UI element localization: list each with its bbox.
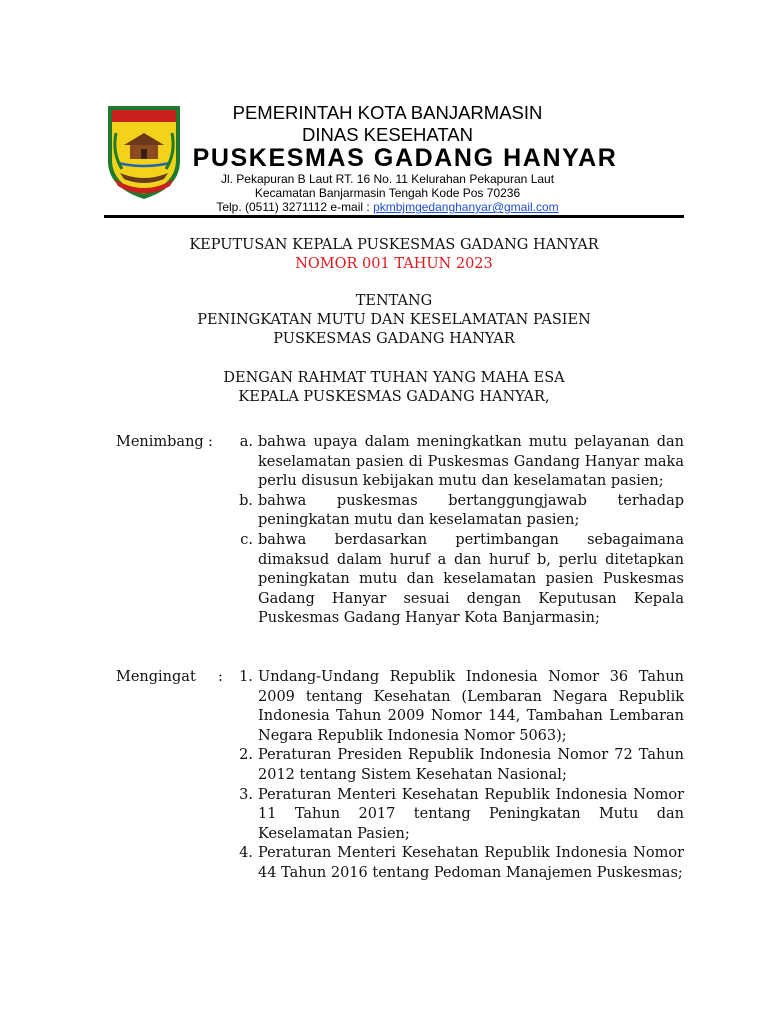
mengingat-colon: : [218, 669, 223, 685]
item-marker: 4. [239, 845, 253, 862]
item-marker: 1. [239, 669, 253, 685]
mengingat-item-4 [104, 844, 684, 883]
item-marker: 3. [239, 786, 253, 803]
item-text: Peraturan Menteri Kesehatan Republik Indonesia Nomor 44 Tahun 2016 tentang Pedoman Manajemen Puskesmas; [258, 845, 684, 881]
institution-name: PUSKESMAS GADANG HANYAR [192, 144, 618, 172]
item-marker: b. [239, 492, 253, 509]
item-marker: a. [239, 434, 253, 450]
item-text: Undang-Undang Republik Indonesia Nomor 36 Tahun 2009 tentang Kesehatan (Lembaran Negara Republik Indonesia Tahun 2009 Nomor 144, Tambahan Lembaran Negara Republik Indonesia Nomor 5063); [258, 669, 684, 744]
email-link[interactable]: pkmbjmgedanghanyar@gmail.com [373, 200, 559, 214]
mengingat-item-1 [104, 668, 684, 746]
mengingat-section [104, 668, 684, 884]
menimbang-label: Menimbang [116, 434, 204, 450]
contact-line [190, 200, 585, 214]
banjarmasin-city-emblem [104, 103, 184, 201]
subject-line-2: PUSKESMAS GADANG HANYAR [273, 331, 515, 347]
mengingat-item-2 [104, 746, 684, 785]
mengingat-label: Mengingat [116, 669, 196, 685]
government-name: PEMERINTAH KOTA BANJARMASIN [232, 102, 543, 123]
menimbang-item-c [104, 531, 684, 629]
head-line: KEPALA PUSKESMAS GADANG HANYAR, [238, 389, 550, 405]
phone-label: Telp. (0511) 3271112 e-mail : [216, 200, 374, 214]
menimbang-section [104, 433, 684, 629]
department-name: DINAS KESEHATAN [302, 124, 473, 145]
address-line-2: Kecamatan Banjarmasin Tengah Kode Pos 70236 [254, 186, 521, 200]
address-line-1: Jl. Pekapuran B Laut RT. 16 No. 11 Kelurahan Pekapuran Laut [220, 172, 555, 186]
letterhead [0, 0, 768, 222]
item-marker: c. [240, 531, 253, 548]
about-heading: TENTANG [355, 293, 433, 309]
grace-line: DENGAN RAHMAT TUHAN YANG MAHA ESA [223, 370, 565, 386]
item-text: bahwa upaya dalam meningkatkan mutu pelayanan dan keselamatan pasien di Puskesmas Gandang Hanyar maka perlu disusun kebijakan mutu dan keselamatan pasien; [258, 434, 684, 490]
item-text: bahwa berdasarkan pertimbangan sebagaimana dimaksud dalam huruf a dan huruf b, perlu ditetapkan peningkatan mutu dan keselamatan pasien Puskesmas Gadang Hanyar sesuai dengan Keputusan Kepala Puskesmas Gadang Hanyar Kota Banjarmasin; [258, 531, 684, 627]
menimbang-item-a [104, 433, 684, 492]
item-text: bahwa puskesmas bertanggungjawab terhadap peningkatan mutu dan keselamatan pasien; [258, 492, 684, 529]
menimbang-colon: : [208, 434, 213, 450]
decree-number: NOMOR 001 TAHUN 2023 [295, 256, 493, 272]
item-text: Peraturan Menteri Kesehatan Republik Indonesia Nomor 11 Tahun 2017 tentang Peningkatan Mutu dan Keselamatan Pasien; [258, 786, 684, 842]
menimbang-item-b [104, 492, 684, 531]
subject-line-1: PENINGKATAN MUTU DAN KESELAMATAN PASIEN [197, 312, 591, 328]
item-marker: 2. [239, 747, 253, 764]
item-text: Peraturan Presiden Republik Indonesia Nomor 72 Tahun 2012 tentang Sistem Kesehatan Nasional; [258, 747, 684, 783]
mengingat-item-3 [104, 786, 684, 845]
letterhead-divider [104, 215, 684, 218]
decree-title: KEPUTUSAN KEPALA PUSKESMAS GADANG HANYAR [189, 237, 599, 253]
